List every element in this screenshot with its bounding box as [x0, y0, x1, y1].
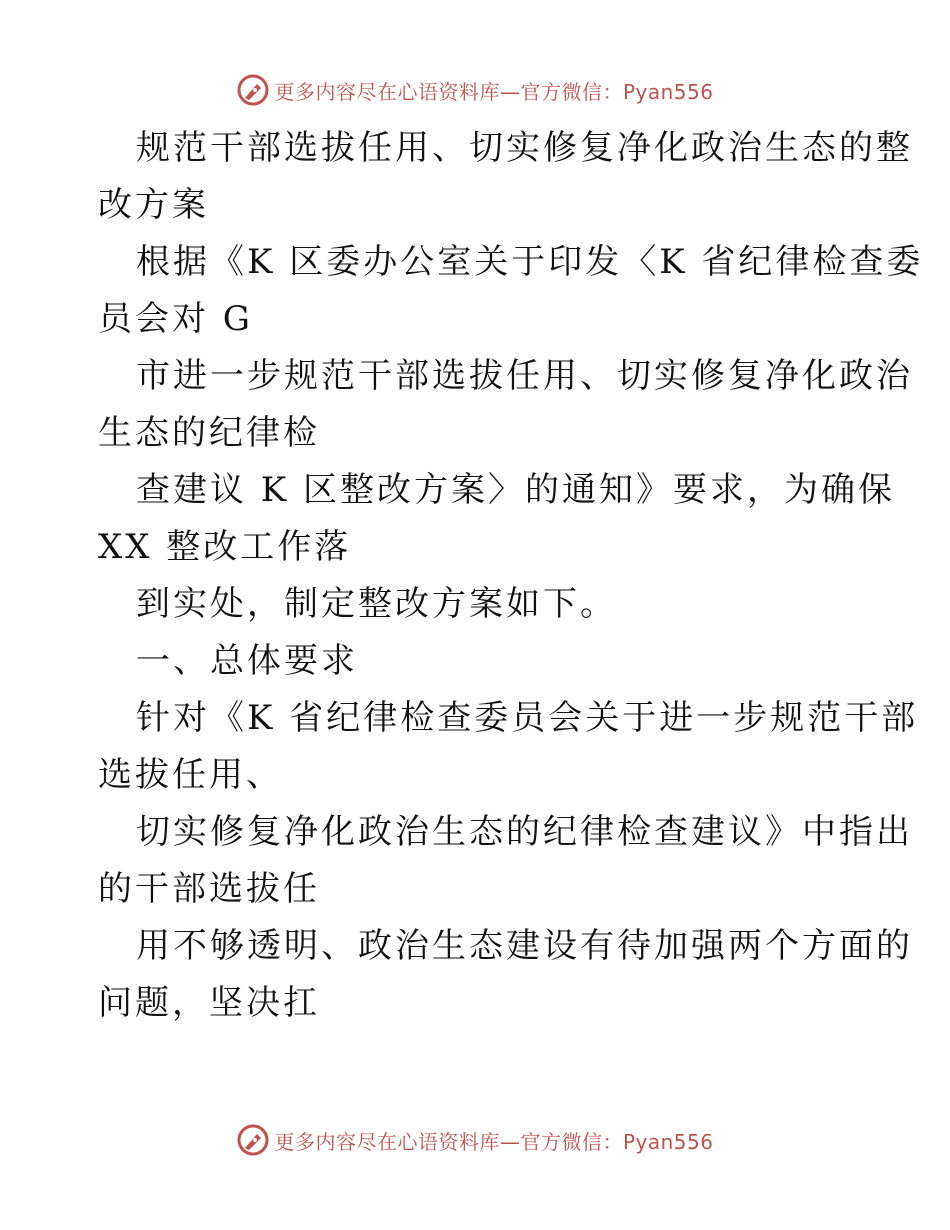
- text-line: 针对《K 省纪律检查委员会关于进一步规范干部: [136, 698, 919, 738]
- text-line: 切实修复净化政治生态的纪律检查建议》中指出: [136, 812, 913, 852]
- text-line: 规范干部选拔任用、切实修复净化政治生态的整: [136, 128, 913, 168]
- text-line: 根据《K 区委办公室关于印发〈K 省纪律检查委: [136, 242, 924, 282]
- text-line: 问题，坚决扛: [98, 983, 320, 1023]
- pen-nib-logo-icon: [236, 1123, 270, 1157]
- watermark-text: 更多内容尽在心语资料库—官方微信：Pyan556: [274, 1129, 714, 1154]
- text-line: XX 整改工作落: [98, 527, 352, 567]
- text-line: 市进一步规范干部选拔任用、切实修复净化政治: [136, 356, 913, 396]
- text-line: 改方案: [98, 185, 209, 225]
- text-line: 的干部选拔任: [98, 869, 320, 909]
- text-line: 用不够透明、政治生态建设有待加强两个方面的: [136, 926, 913, 966]
- text-line: 员会对 G: [98, 299, 253, 339]
- document-body: [98, 120, 924, 1032]
- pen-nib-logo-icon: [236, 73, 270, 107]
- header-watermark: [0, 70, 950, 110]
- watermark-text: 更多内容尽在心语资料库—官方微信：Pyan556: [274, 79, 714, 104]
- text-line: 生态的纪律检: [98, 413, 320, 453]
- text-line: 选拔任用、: [98, 755, 283, 795]
- footer-watermark: [0, 1120, 950, 1160]
- text-line: 到实处，制定整改方案如下。: [136, 584, 617, 624]
- text-line: 一、总体要求: [136, 641, 358, 681]
- text-line: 查建议 K 区整改方案〉的通知》要求，为确保: [136, 470, 896, 510]
